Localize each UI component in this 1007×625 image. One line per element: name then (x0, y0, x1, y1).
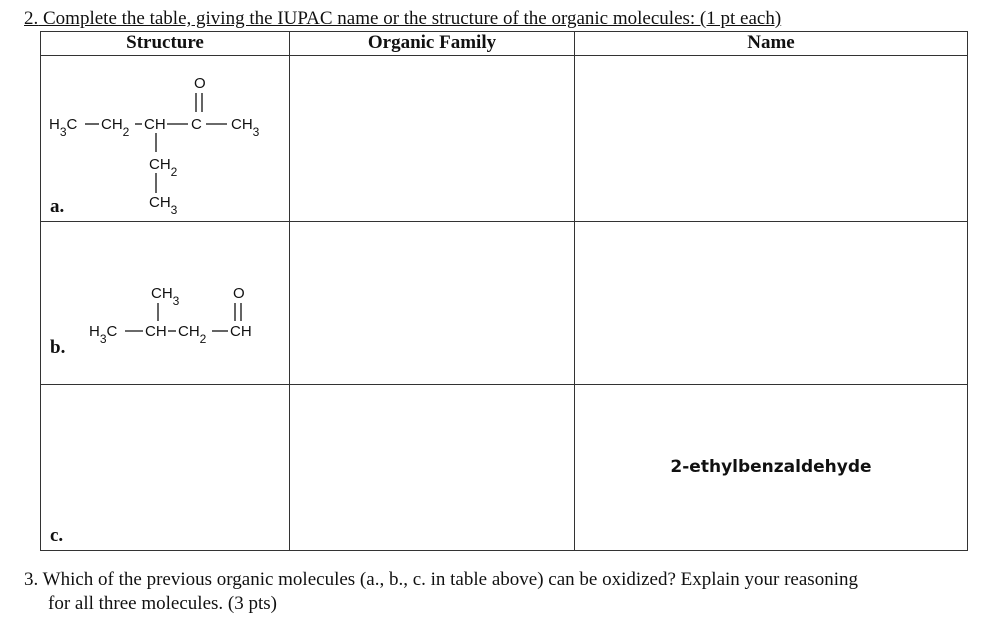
family-cell-b[interactable] (290, 222, 575, 385)
struct-b-ch2: $CH_2$ (178, 323, 207, 346)
struct-a-ch3: $CH_3$ (231, 116, 260, 139)
struct-a-c: C (191, 116, 202, 133)
structure-b-drawing (41, 222, 289, 384)
header-organic-family: Organic Family (290, 32, 575, 56)
name-cell-a[interactable] (575, 56, 968, 222)
row-label-a: a. (50, 196, 65, 217)
struct-a-ch2: $CH_2$ (101, 116, 130, 139)
row-label-b: b. (50, 337, 66, 358)
structure-a-drawing (41, 56, 289, 221)
name-c-text: 2-ethylbenzaldehyde (670, 457, 872, 477)
table-row-b (41, 222, 968, 385)
struct-a-oxygen: O (194, 75, 206, 92)
struct-b-branch-ch3: $CH_3$ (151, 285, 180, 308)
family-cell-c[interactable] (290, 385, 575, 551)
table-header-row (41, 32, 968, 56)
struct-b-ch: CH (145, 323, 167, 340)
chemistry-table (40, 31, 968, 551)
question-3-line1: 3. Which of the previous organic molecules (a., b., c. in table above) can be oxidized? Explain your reasoning (24, 569, 858, 590)
table-row-a (41, 56, 968, 222)
question-3-line2: for all three molecules. (3 pts) (48, 593, 277, 614)
table-row-c (41, 385, 968, 551)
question-2 (24, 8, 781, 30)
header-name: Name (575, 32, 968, 56)
row-label-c: c. (50, 525, 64, 546)
question-3 (24, 568, 984, 616)
header-structure: Structure (41, 32, 290, 56)
struct-b-cho: CH (230, 323, 252, 340)
name-cell-c (575, 385, 968, 551)
struct-b-oxygen: O (233, 285, 245, 302)
struct-a-branch-ch3: $CH_3$ (149, 194, 178, 217)
name-cell-b[interactable] (575, 222, 968, 385)
struct-a-ch: CH (144, 116, 166, 133)
structure-cell-b (41, 222, 290, 385)
struct-a-h3c: $H_3C$ (49, 116, 78, 139)
structure-cell-c[interactable] (41, 385, 290, 551)
structure-cell-a (41, 56, 290, 222)
question-2-text: Complete the table, giving the IUPAC name or the structure of the organic molecules: (1 pt each) (38, 8, 782, 29)
struct-a-branch-ch2: $CH_2$ (149, 156, 178, 179)
question-2-number: 2. (24, 8, 39, 29)
struct-b-h3c: $H_3C$ (89, 323, 118, 346)
family-cell-a[interactable] (290, 56, 575, 222)
